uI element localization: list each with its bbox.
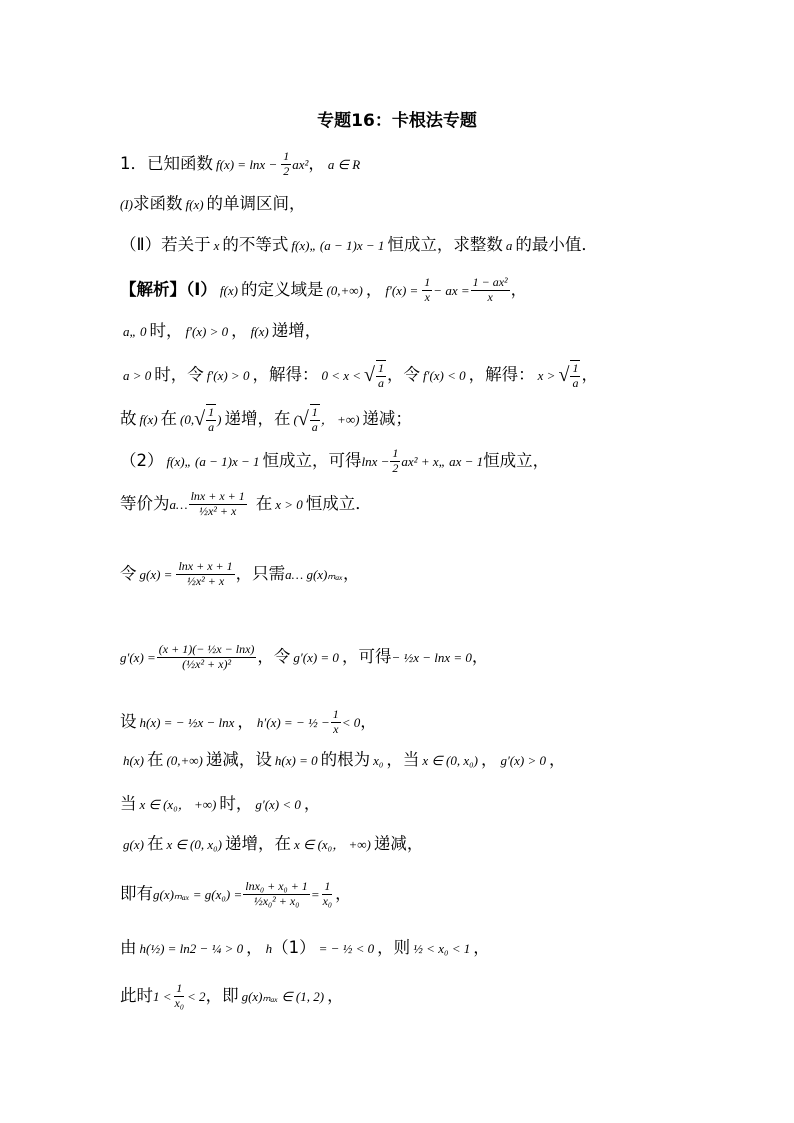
sqrt-symbol: √ $\frac{1}{a}$ <box>558 361 579 390</box>
sqrt-symbol: √ $\frac{1}{a}$ <box>297 405 318 434</box>
solution-line: 当 x ∈ (x₀， +∞) 时， g′(x) < 0 ， <box>120 794 321 813</box>
sqrt-symbol: √ $\frac{1}{a}$ <box>194 405 215 434</box>
solution-line: 此时 1 < $\frac{1}{\text{x₀}}$ < 2 ，即 g(x)ₘₐₓ ∈ (1, 2) ， <box>120 981 344 1010</box>
solution-line: g′(x) = $\frac{\text{(x + 1)(− ½x − lnx)}}{\text{(½x² + x)²}}$ ，令 g′(x) = 0 ，可得 − ½x − lnx = 0 ， <box>120 642 489 671</box>
solution-part-2: （2） f(x)„ (a − 1)x − 1 恒成立，可得 lnx − $\frac{1}{2}$ ax² + x„ ax − 1 恒成立， <box>120 446 550 475</box>
solution-line: a„ 0 时， f′(x) > 0 ， f(x) 递增， <box>123 321 322 340</box>
solution-line: h(x) 在 (0,+∞) 递减，设 h(x) = 0 的根为 x₀ ，当 x ∈ (0, x₀) ， g′(x) > 0 ， <box>123 750 566 769</box>
solution-line: 由 h(½) = ln2 − ¼ > 0 ， h （1） = − ½ < 0 ，则 ½ < x₀ < 1 ， <box>120 938 490 957</box>
page-title: 专题16：卡根法专题 <box>317 111 477 131</box>
solution-line: 故 f(x) 在 (0, √ $\frac{1}{a}$ ) 递增，在 ( √ $\frac{1}{a}$ ， +∞) 递减； <box>120 405 412 434</box>
problem-1-statement: 1． 已知函数 f(x) = lnx − $\frac{1}{2}$ ax² ， a ∈ R <box>120 149 361 178</box>
solution-line: 即有 g(x)ₘₐₓ = g(x₀) = $\frac{\text{lnx₀ + x₀ + 1}}{\text{½x₀² + x₀}}$ = $\frac{1}{\text{x₀}}$ ， <box>120 879 352 908</box>
solution-line: 设 h(x) = − ½x − lnx ， h′(x) = − ½ − $\frac{1}{x}$ < 0 ， <box>120 707 377 736</box>
solution-line: 等价为 a… $\frac{\ln x + x + 1}{\text{½x² + x}}$ 在 x > 0 恒成立． <box>120 489 372 518</box>
sqrt-symbol: √ $\frac{1}{a}$ <box>364 361 384 390</box>
solution-header: 【解析】（Ⅰ） f(x) 的定义域是 (0,+∞) ， f′(x) = $\frac{1}{x}$ − ax = $\frac{\text{1 − ax²}}{x}$ ， <box>120 275 528 304</box>
solution-line: a > 0 时，令 f′(x) > 0 ，解得： 0 < x < √ $\frac{1}{a}$ ，令 f′(x) < 0 ，解得： x > √ $\frac{1}{a}$ ， <box>123 361 598 390</box>
problem-part-1: (I) 求函数 f(x) 的单调区间， <box>120 194 306 213</box>
problem-part-2: （Ⅱ）若关于 x 的不等式 f(x)„ (a − 1)x − 1 恒成立，求整数 a 的最小值． <box>120 235 598 254</box>
solution-line: 令 g(x) = $\frac{\ln x + x + 1}{\text{½x² + x}}$ ，只需 a… g(x)ₘₐₓ ， <box>120 559 360 588</box>
solution-line: g(x) 在 x ∈ (0, x₀) 递增，在 x ∈ (x₀， +∞) 递减， <box>123 834 424 853</box>
